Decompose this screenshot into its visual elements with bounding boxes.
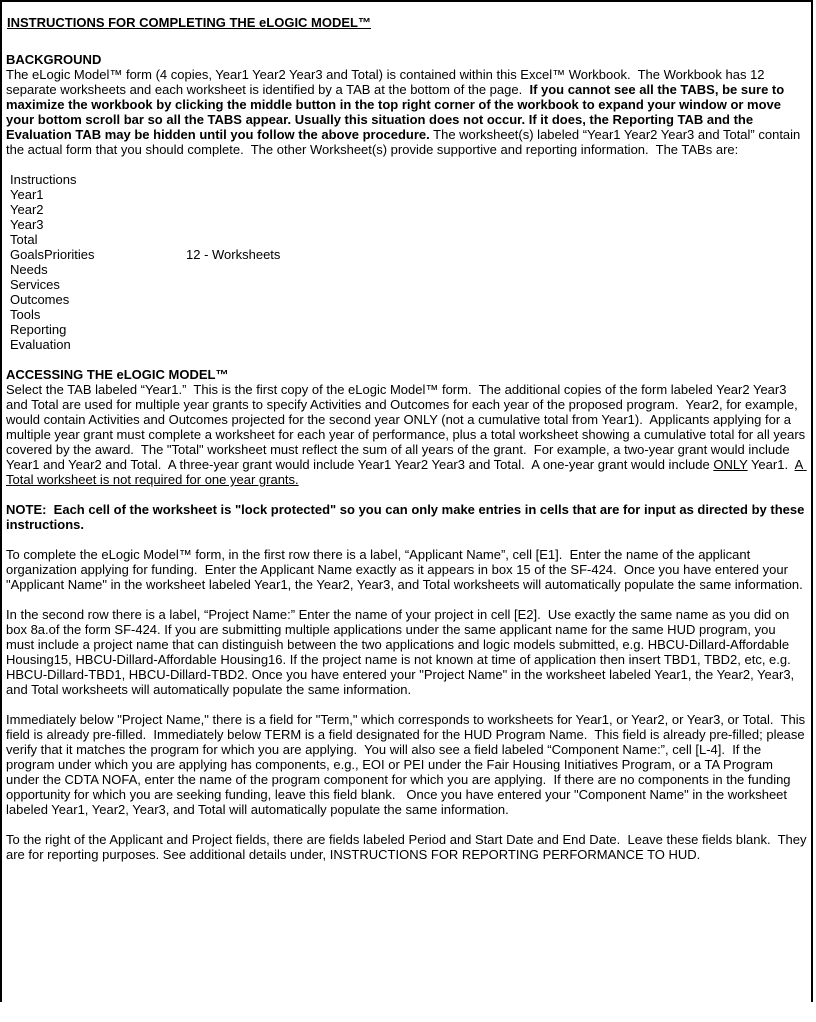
tabs-list-item-outcomes [6, 292, 807, 307]
tab-label: Year3 [10, 217, 44, 232]
accessing-text-final-underlined: A Total worksheet is not required for one year grants. [6, 457, 807, 487]
accessing-text-intro: Select the TAB labeled “Year1.” This is the first copy of the eLogic Model™ form. The additional copies of the form labeled Year2 Year3 and Total are used for multiple year grants to specify Activities and Outcomes for each year of the proposed program. Year2, for example, would contain Activities and Outcomes projected for the second year ONLY (not a cumulative total from Year1). Applicants applying for a multiple year grant must complete a worksheet for each year of performance, plus a total worksheet showing a cumulative total for all years covered by the award. The "Total" worksheet must reflect the sum of all years of the grant. For example, a two-year grant would include Year1 and Year2 and Total. A three-year grant would include Year1 Year2 Year3 and Total. A one-year grant would include [6, 382, 809, 472]
accessing-text-mid: Year1. [747, 457, 795, 472]
tabs-list-item-needs [6, 262, 807, 277]
lock-protected-note-paragraph: NOTE: Each cell of the worksheet is "lock protected" so you can only make entries in cells that are for input as directed by these instructions. [6, 502, 808, 532]
tab-label: Year2 [10, 202, 44, 217]
tabs-list-item-services [6, 277, 807, 292]
period-dates-paragraph: To the right of the Applicant and Project fields, there are fields labeled Period and Start Date and End Date. Leave these fields blank. They are for reporting purposes. See additional details under, INSTRUCTIONS FOR REPORTING PERFORMANCE TO HUD. [6, 832, 811, 862]
background-text-bold-warning: If you cannot see all the TABS, be sure to maximize the workbook by clicking the middle button in the top right corner of the workbook to expand your window or move your bottom scroll bar so all the TABS appear. Usually this situation does not occur. If it does, the Reporting TAB and the Evaluation TAB may be hidden until you follow the above procedure. [6, 82, 788, 142]
tabs-list-item-year2 [6, 202, 807, 217]
tab-label: Reporting [10, 322, 67, 337]
background-heading: BACKGROUND [6, 52, 102, 67]
tab-label: Tools [10, 307, 41, 322]
background-text-intro: The eLogic Model™ form (4 copies, Year1 Year2 Year3 and Total) is contained within this Excel™ Workbook. The Workbook has 12 separate worksheets and each worksheet is identified by a TAB at the bottom of the page. [6, 67, 769, 97]
tab-label: Total [10, 232, 38, 247]
tabs-list [6, 172, 807, 352]
tabs-list-item-instructions [6, 172, 807, 187]
worksheets-count-annotation: 12 - Worksheets [186, 247, 281, 262]
tab-label: Year1 [10, 187, 44, 202]
applicant-name-paragraph: To complete the eLogic Model™ form, in the first row there is a label, “Applicant Name”, cell [E1]. Enter the name of the applicant organization applying for funding. Enter the Applicant Name exactly as it appears in box 15 of the SF-424. Once you have entered your "Applicant Name" in the worksheet labeled Year1, the Year2, Year3, and Total worksheets will automatically populate the same information. [6, 547, 803, 592]
tabs-list-item-total [6, 232, 807, 247]
tabs-list-item-year1 [6, 187, 807, 202]
tabs-list-item-year3 [6, 217, 807, 232]
tab-label: Needs [10, 262, 48, 277]
accessing-paragraph [6, 382, 807, 487]
project-name-paragraph: In the second row there is a label, “Project Name:” Enter the name of your project in cell [E2]. Use exactly the same name as you did on box 8a.of the form SF-424. If you are submitting multiple applications under the same applicant name for the same HUD program, you must include a project name that can distinguish between the two applications and logic models submitted, e.g. HBCU-Dillard-Affordable Housing15, HBCU-Dillard-Affordable Housing16. If the project name is not known at time of application then insert TBD1, TBD2, etc, e.g. HBCU-Dillard-TBD1, HBCU-Dillard-TBD2. Once you have entered your "Project Name" in the worksheet labeled Year1, the Year2, Year3, and Total worksheets will automatically populate the same information. [6, 607, 798, 697]
tab-label: Evaluation [10, 337, 71, 352]
page-title: INSTRUCTIONS FOR COMPLETING THE eLOGIC MODEL™ [7, 15, 371, 30]
tab-label: Outcomes [10, 292, 70, 307]
accessing-heading: ACCESSING THE eLOGIC MODEL™ [6, 367, 229, 382]
tab-label: Services [10, 277, 60, 292]
accessing-text-only-underlined: ONLY [713, 457, 748, 472]
background-text-rest: The worksheet(s) labeled “Year1 Year2 Year3 and Total” contain the actual form that you should complete. The other Worksheet(s) provide supportive and reporting information. The TABs are: [6, 127, 804, 157]
tabs-list-item-tools [6, 307, 807, 322]
tabs-list-item-reporting [6, 322, 807, 337]
tab-label: GoalsPriorities [10, 247, 95, 262]
tab-label: Instructions [10, 172, 77, 187]
background-paragraph [6, 67, 807, 157]
term-component-paragraph: Immediately below "Project Name," there is a field for "Term," which corresponds to worksheets for Year1, or Year2, or Year3, or Total. This field is already pre-filled. Immediately below TERM is a field designated for the HUD Program Name. This field is already pre-filled; please verify that it matches the program for which you are applying. You will also see a field labeled “Component Name:”, cell [L-4]. If the program under which you are applying has components, e.g., EOI or PEI under the Fair Housing Initiatives Program, or a TA Program under the CDTA NOFA, enter the name of the program component for which you are applying. If there are no components in the funding opportunity for which you are seeking funding, leave this field blank. Once you have entered your "Component Name" in the worksheet labeled Year1, Year2, Year3, and Total will automatically populate the same information. [6, 712, 809, 817]
tabs-list-item-goalspriorities [6, 247, 807, 262]
tabs-list-item-evaluation [6, 337, 807, 352]
